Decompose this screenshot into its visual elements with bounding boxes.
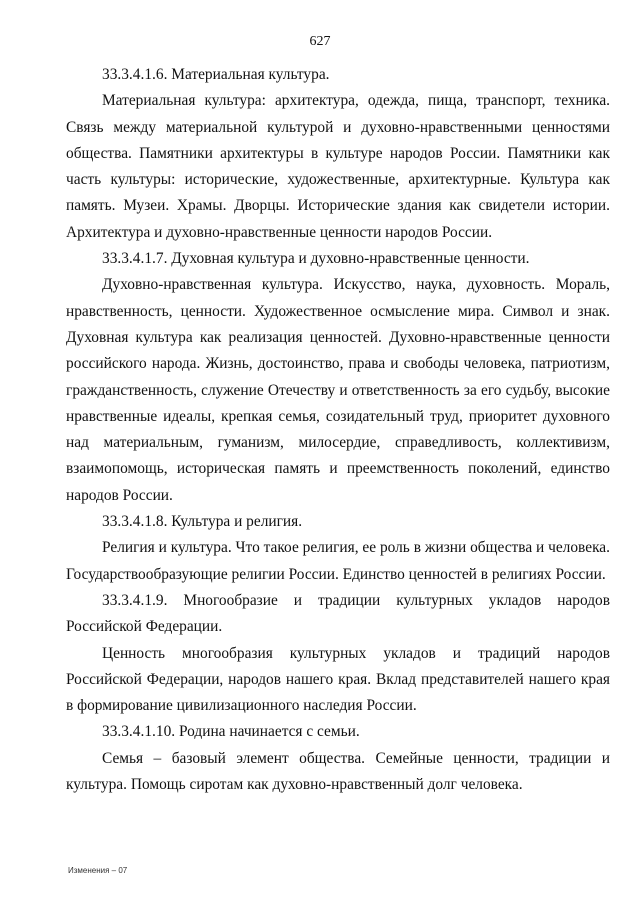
document-body xyxy=(66,62,610,798)
section-paragraph: Духовно-нравственная культура. Искусство, наука, духовность. Мораль, нравственность, ценности. Художественное осмысление мира. Символ и знак. Духовная культура как реализация ценностей. Духовно-нравственные ценности российского народа. Жизнь, достоинство, права и свободы человека, патриотизм, гражданственность, служение Отечеству и ответственность за его судьбу, высокие нравственные идеалы, крепкая семья, созидательный труд, приоритет духовного над материальным, гуманизм, милосердие, справедливость, коллективизм, взаимопомощь, историческая память и преемственность поколений, единство народов России. xyxy=(66,276,610,504)
section-paragraph: Религия и культура. Что такое религия, ее роль в жизни общества и человека. Государствообразующие религии России. Единство ценностей в религиях России. xyxy=(66,539,610,583)
section-heading: 33.3.4.1.7. Духовная культура и духовно-нравственные ценности. xyxy=(102,250,530,268)
section-heading: 33.3.4.1.9. Многообразие и традиции культурных укладов народов Российской Федерации. xyxy=(66,591,610,636)
footer-revision-note: Изменения – 07 xyxy=(68,866,128,875)
section-paragraph: Ценность многообразия культурных укладов и традиций народов Российской Федерации, народов нашего края. Вклад представителей нашего края в формирование цивилизационного наследия России. xyxy=(66,644,610,715)
section-heading: 33.3.4.1.8. Культура и религия. xyxy=(102,513,303,531)
section-paragraph: Семья – базовый элемент общества. Семейные ценности, традиции и культура. Помощь сиротам как духовно-нравственный долг человека. xyxy=(66,749,610,794)
page-number: 627 xyxy=(309,34,331,49)
section-heading: 33.3.4.1.6. Материальная культура. xyxy=(102,66,330,83)
section-paragraph: Материальная культура: архитектура, одежда, пища, транспорт, техника. Связь между материальной культурой и духовно-нравственными ценностями общества. Памятники архитектуры в культуре народов России. Памятники как часть культуры: исторические, художественные, архитектурные. Культура как память. Музеи. Храмы. Дворцы. Исторические здания как свидетели истории. Архитектура и духовно-нравственные ценности народов России. xyxy=(66,92,610,241)
section-heading: 33.3.4.1.10. Родина начинается с семьи. xyxy=(102,723,360,741)
